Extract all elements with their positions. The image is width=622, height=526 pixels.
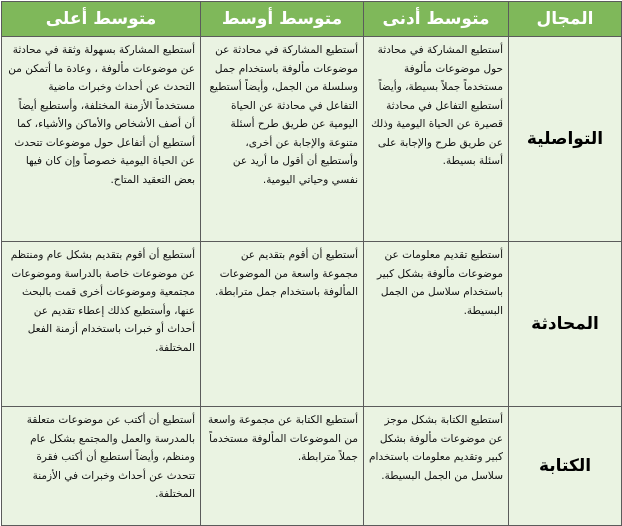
low-level-cell: أستطيع الكتابة بشكل موجز عن موضوعات مألوفة بشكل كبير وتقديم معلومات باستخدام سلاسل من الجمل البسيطة. — [364, 407, 509, 526]
domain-cell: المحادثة — [509, 242, 622, 407]
table-row — [2, 407, 622, 526]
mid-level-cell: أستطيع الكتابة عن مجموعة واسعة من الموضوعات المألوفة مستخدماً جملاً مترابطة. — [201, 407, 364, 526]
domain-cell: التواصلية — [509, 37, 622, 242]
mid-level-cell: أستطيع أن أقوم بتقديم عن مجموعة واسعة من الموضوعات المألوفة باستخدام جمل مترابطة. — [201, 242, 364, 407]
table-row — [2, 242, 622, 407]
header-row — [2, 2, 622, 37]
header-domain: المجال — [509, 2, 622, 37]
proficiency-table — [1, 1, 622, 526]
header-low: متوسط أدنى — [364, 2, 509, 37]
domain-cell: الكتابة — [509, 407, 622, 526]
high-level-cell: أستطيع أن أقوم بتقديم بشكل عام ومنتظم عن موضوعات خاصة بالدراسة وموضوعات مجتمعية وموضوعات أخرى قمت بالبحث عنها، وأستطيع كذلك إعطاء تقديم عن أحداث أو خبرات باستخدام أزمنة الفعل المختلفة. — [2, 242, 201, 407]
high-level-cell: أستطيع أن أكتب عن موضوعات متعلقة بالمدرسة والعمل والمجتمع بشكل عام ومنظم، وأيضاً أستطيع أن أكتب فقرة تتحدث عن أحداث وخبرات في الأزمنة المختلفة. — [2, 407, 201, 526]
header-mid: متوسط أوسط — [201, 2, 364, 37]
table-row — [2, 37, 622, 242]
high-level-cell: أستطيع المشاركة بسهولة وثقة في محادثة عن موضوعات مألوفة ، وعادة ما أتمكن من التحدث عن أحداث وخبرات ماضية مستخدماً الأزمنة المختلفة، وأستطيع أيضاً أن أصف الأشخاص والأماكن والأشياء، كما أستطيع أن أتفاعل حول موضوعات تتحدث عن الحياة اليومية خصوصاً وإن كان فيها بعض التعقيد المتاح. — [2, 37, 201, 242]
header-high: متوسط أعلى — [2, 2, 201, 37]
low-level-cell: أستطيع المشاركة في محادثة حول موضوعات مألوفة مستخدماً جملاً بسيطة، وأيضاً أستطيع التفاعل في محادثة قصيرة عن الحياة اليومية وذلك عن طريق طرح والإجابة على أسئلة بسيطة. — [364, 37, 509, 242]
mid-level-cell: أستطيع المشاركة في محادثة عن موضوعات مألوفة باستخدام جمل وسلسلة من الجمل، وأيضاً أستطيع التفاعل في محادثة عن الحياة اليومية عن طريق طرح أسئلة متنوعة والإجابة عن أخرى، وأستطيع أن أقول ما أريد عن نفسي وحياتي اليومية. — [201, 37, 364, 242]
low-level-cell: أستطيع تقديم معلومات عن موضوعات مألوفة بشكل كبير باستخدام سلاسل من الجمل البسيطة. — [364, 242, 509, 407]
